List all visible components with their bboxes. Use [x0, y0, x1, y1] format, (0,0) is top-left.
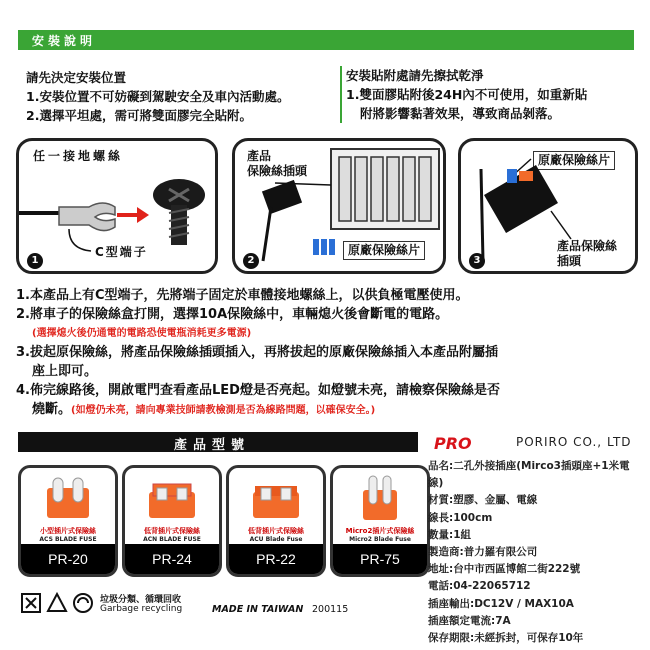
product-card-pr24: [122, 465, 222, 577]
product-label: 產品: [247, 149, 272, 163]
original-fuse-label-3: 原廠保險絲片: [533, 151, 615, 170]
location-note-1: 1.安裝位置不可妨礙到駕駛安全及車內活動處。: [26, 89, 290, 104]
step-3-text-cont: 座上即可。: [32, 364, 98, 379]
step-2-warning: (選擇熄火後仍通電的電路恐使電瓶消耗更多電源): [32, 328, 252, 339]
card-model-code: PR-75: [333, 544, 427, 574]
original-fuse-label: 原廠保險絲片: [343, 241, 425, 260]
c-terminal-label: C型端子: [95, 245, 148, 259]
ground-screw-label: 任一接地螺絲: [33, 149, 124, 163]
fuse-plug-label: 保險絲插頭: [247, 164, 308, 178]
step-4-warning: (如燈仍未亮，請向專業技師請教檢測是否為線路問題，以確保安全。): [71, 405, 376, 416]
step-1-text: 1.本產品上有C型端子，先將端子固定於車體接地螺絲上，以供負極電壓使用。: [16, 288, 469, 303]
spec-line: 製造商:普力羅有限公司: [428, 546, 538, 559]
step-4-text: 4.佈完線路後，開啟電門查看產品LED燈是否亮起。如燈號未亮，請檢察保險絲是否: [16, 383, 500, 398]
card-cn-label: 低背插片式保險絲: [248, 527, 304, 535]
recycle-circle-icon: [72, 592, 94, 614]
cleaning-note-1: 1.雙面膠貼附後24H內不可使用，如重新貼: [346, 87, 588, 102]
spec-line: 數量:1組: [428, 528, 472, 541]
recycle-grid-icon: [20, 592, 42, 614]
card-cn-label: 低背插片式保險絲: [144, 527, 200, 535]
card-model-code: PR-22: [229, 544, 323, 574]
product-card-pr20: [18, 465, 118, 577]
section-header: [18, 30, 634, 50]
step-number-3: 3: [469, 253, 485, 269]
cleaning-heading: 安裝貼附處請先擦拭乾淨: [346, 68, 484, 83]
fuse-icon: [145, 474, 199, 524]
spec-line: 地址:台中市西區博館二街222號: [428, 563, 581, 576]
recycle-en-text: Garbage recycling: [100, 604, 183, 614]
company-name: PORIRO CO., LTD: [516, 435, 632, 449]
step-4-text-cont: 燒斷。: [32, 402, 72, 417]
step-3-text: 3.拔起原保險絲，將產品保險絲插頭插入，再將拔起的原廠保險絲插入本產品附屬插: [16, 345, 498, 360]
step-2-text: 2.將車子的保險絲盒打開，選擇10A保險絲中，車輛熄火後會斷電的電路。: [16, 307, 449, 322]
fuse-icon: [249, 474, 303, 524]
spec-line: 線長:100cm: [428, 511, 493, 524]
spec-line: 插座額定電流:7A: [428, 614, 511, 627]
recycle-cn-text: 垃圾分類、循環回收: [100, 595, 182, 605]
step-number-2: 2: [243, 253, 259, 269]
recycle-triangle-icon: [46, 592, 68, 614]
spec-line: 保存期限:未經拆封，可保存10年: [428, 632, 584, 645]
spec-line: 插座輸出:DC12V / MAX10A: [428, 597, 574, 610]
step-panel-3: [458, 138, 638, 274]
spec-line: 材質:塑膠、金屬、電線: [428, 494, 538, 507]
cleaning-note-2: 附將影響黏著效果，導致商品剝落。: [360, 106, 561, 121]
brand-logo: [434, 432, 644, 454]
card-model-code: PR-20: [21, 544, 115, 574]
card-model-code: PR-24: [125, 544, 219, 574]
section-title: 安裝說明: [32, 34, 97, 48]
product-specs: [428, 458, 643, 647]
product-plug-label: 插頭: [557, 254, 582, 268]
location-notes: [26, 68, 336, 125]
step-number-1: 1: [27, 253, 43, 269]
product-models-bar: [18, 432, 418, 452]
instruction-steps: [16, 286, 636, 420]
date-code: 200115: [312, 604, 349, 615]
card-cn-label: Micro2插片式保險絲: [345, 527, 415, 535]
card-en-label: Micro2 Blade Fuse: [349, 536, 411, 543]
step-panel-2: [232, 138, 446, 274]
fuse-icon: [41, 474, 95, 524]
product-card-pr22: [226, 465, 326, 577]
made-in-label: MADE IN TAIWAN: [212, 604, 304, 615]
cleaning-notes: [340, 66, 640, 123]
spec-line: 品名:二孔外接插座(Mirco3插頭座+1米電線): [428, 460, 630, 490]
location-heading: 請先決定安裝位置: [26, 70, 127, 85]
card-en-label: ACS BLADE FUSE: [39, 536, 97, 543]
spec-line: 電話:04-22065712: [428, 580, 531, 593]
card-en-label: ACU Blade Fuse: [249, 536, 303, 543]
step-panel-1: [16, 138, 218, 274]
product-card-pr75: [330, 465, 430, 577]
card-cn-label: 小型插片式保險絲: [40, 527, 96, 535]
product-models-title: 產品型號: [174, 438, 251, 453]
location-note-2: 2.選擇平坦處，需可將雙面膠完全貼附。: [26, 108, 252, 123]
brand-mark: PRO: [434, 434, 472, 453]
fuse-icon: [353, 474, 407, 524]
product-fuse-label: 產品保險絲: [557, 239, 618, 253]
card-en-label: ACN BLADE FUSE: [143, 536, 201, 543]
